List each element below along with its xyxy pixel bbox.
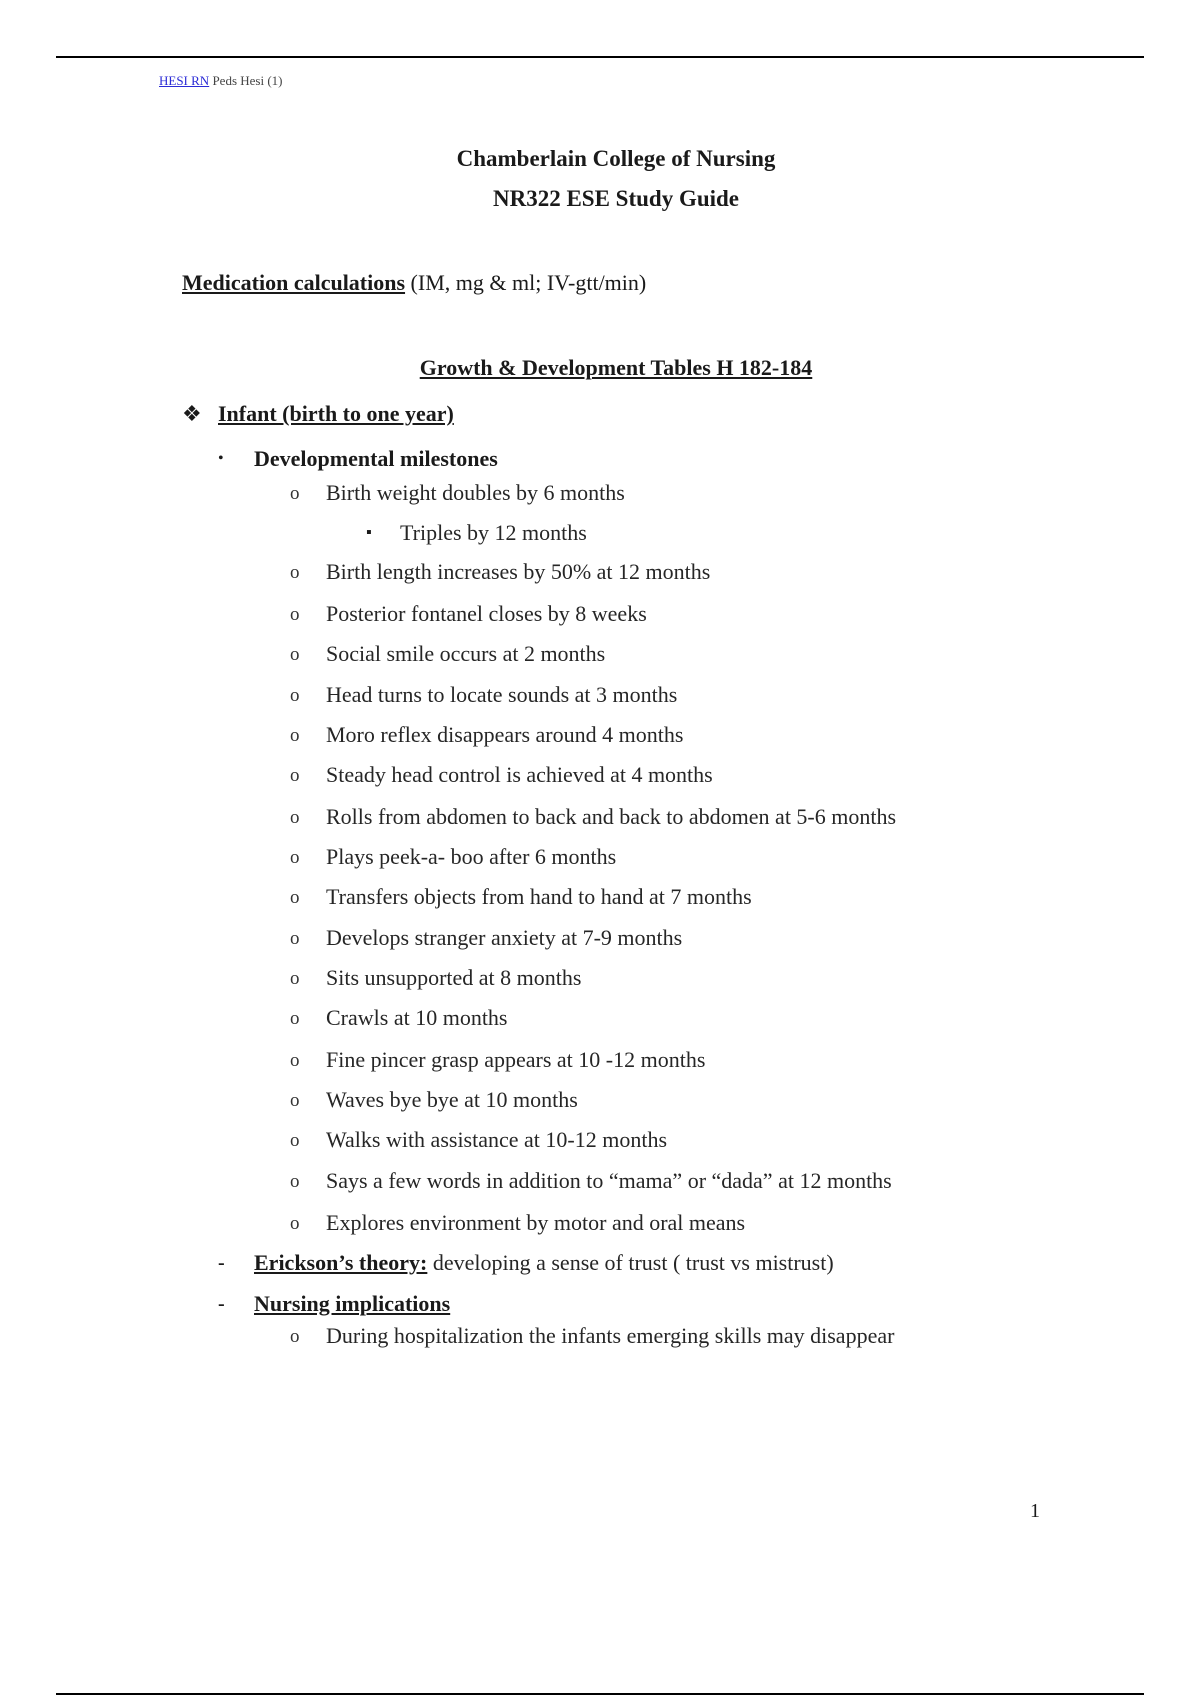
diamond-bullet-icon: ❖ — [182, 401, 202, 426]
circle-bullet-icon: o — [290, 604, 300, 625]
circle-bullet-icon: o — [290, 765, 300, 786]
list-item: Fine pincer grasp appears at 10 -12 months — [326, 1047, 706, 1072]
top-rule — [56, 56, 1144, 58]
list-item: Rolls from abdomen to back and back to abdomen at 5-6 months — [326, 804, 897, 829]
list-item: Transfers objects from hand to hand at 7 months — [326, 884, 752, 909]
list-item: Social smile occurs at 2 months — [326, 641, 606, 666]
doc-name: Peds Hesi (1) — [212, 73, 283, 88]
circle-bullet-icon: o — [290, 685, 300, 706]
bullet-icon: • — [218, 450, 224, 467]
med-calc-heading: Medication calculations — [182, 270, 406, 295]
med-calc-line — [182, 270, 646, 296]
circle-bullet-icon: o — [290, 1171, 300, 1192]
circle-bullet-icon: o — [290, 807, 300, 828]
list-item: Birth weight doubles by 6 months — [326, 480, 625, 505]
header-breadcrumb — [159, 73, 283, 89]
square-bullet-icon: ▪ — [366, 524, 372, 541]
list-item: Explores environment by motor and oral means — [326, 1210, 746, 1235]
list-item: Posterior fontanel closes by 8 weeks — [326, 601, 647, 626]
list-item: Plays peek-a- boo after 6 months — [326, 844, 617, 869]
infant-heading: Infant (birth to one year) — [218, 401, 454, 426]
milestones-heading: Developmental milestones — [254, 446, 498, 471]
page-number: 1 — [1030, 1500, 1040, 1522]
list-item: During hospitalization the infants emerging skills may disappear — [326, 1323, 895, 1348]
dash-bullet-icon: - — [218, 1252, 225, 1274]
circle-bullet-icon: o — [290, 1008, 300, 1029]
circle-bullet-icon: o — [290, 644, 300, 665]
med-calc-detail: (IM, mg & ml; IV-gtt/min) — [410, 270, 647, 295]
list-item: Triples by 12 months — [400, 520, 587, 545]
list-item: Birth length increases by 50% at 12 months — [326, 559, 711, 584]
erickson-label: Erickson’s theory: — [254, 1250, 428, 1275]
list-item: Says a few words in addition to “mama” or “dada” at 12 months — [326, 1168, 892, 1193]
list-item: Walks with assistance at 10-12 months — [326, 1127, 668, 1152]
circle-bullet-icon: o — [290, 968, 300, 989]
circle-bullet-icon: o — [290, 887, 300, 908]
circle-bullet-icon: o — [290, 847, 300, 868]
dash-bullet-icon: - — [218, 1293, 225, 1315]
circle-bullet-icon: o — [290, 1090, 300, 1111]
college-title: Chamberlain College of Nursing — [456, 146, 776, 171]
growth-heading: Growth & Development Tables H 182-184 — [419, 355, 813, 380]
circle-bullet-icon: o — [290, 1050, 300, 1071]
hesi-rn-link[interactable]: HESI RN — [159, 73, 210, 88]
circle-bullet-icon: o — [290, 1326, 300, 1347]
list-item: Head turns to locate sounds at 3 months — [326, 682, 678, 707]
guide-title: NR322 ESE Study Guide — [492, 186, 740, 211]
bottom-rule — [56, 1693, 1144, 1695]
list-item: Steady head control is achieved at 4 months — [326, 762, 713, 787]
list-item: Waves bye bye at 10 months — [326, 1087, 578, 1112]
circle-bullet-icon: o — [290, 562, 300, 583]
list-item: Sits unsupported at 8 months — [326, 965, 582, 990]
circle-bullet-icon: o — [290, 725, 300, 746]
circle-bullet-icon: o — [290, 483, 300, 504]
nursing-heading: Nursing implications — [254, 1291, 451, 1316]
circle-bullet-icon: o — [290, 1130, 300, 1151]
erickson-line — [254, 1250, 834, 1276]
circle-bullet-icon: o — [290, 928, 300, 949]
circle-bullet-icon: o — [290, 1213, 300, 1234]
list-item: Moro reflex disappears around 4 months — [326, 722, 684, 747]
list-item: Develops stranger anxiety at 7-9 months — [326, 925, 683, 950]
list-item: Crawls at 10 months — [326, 1005, 508, 1030]
erickson-text: developing a sense of trust ( trust vs mistrust) — [427, 1250, 834, 1275]
